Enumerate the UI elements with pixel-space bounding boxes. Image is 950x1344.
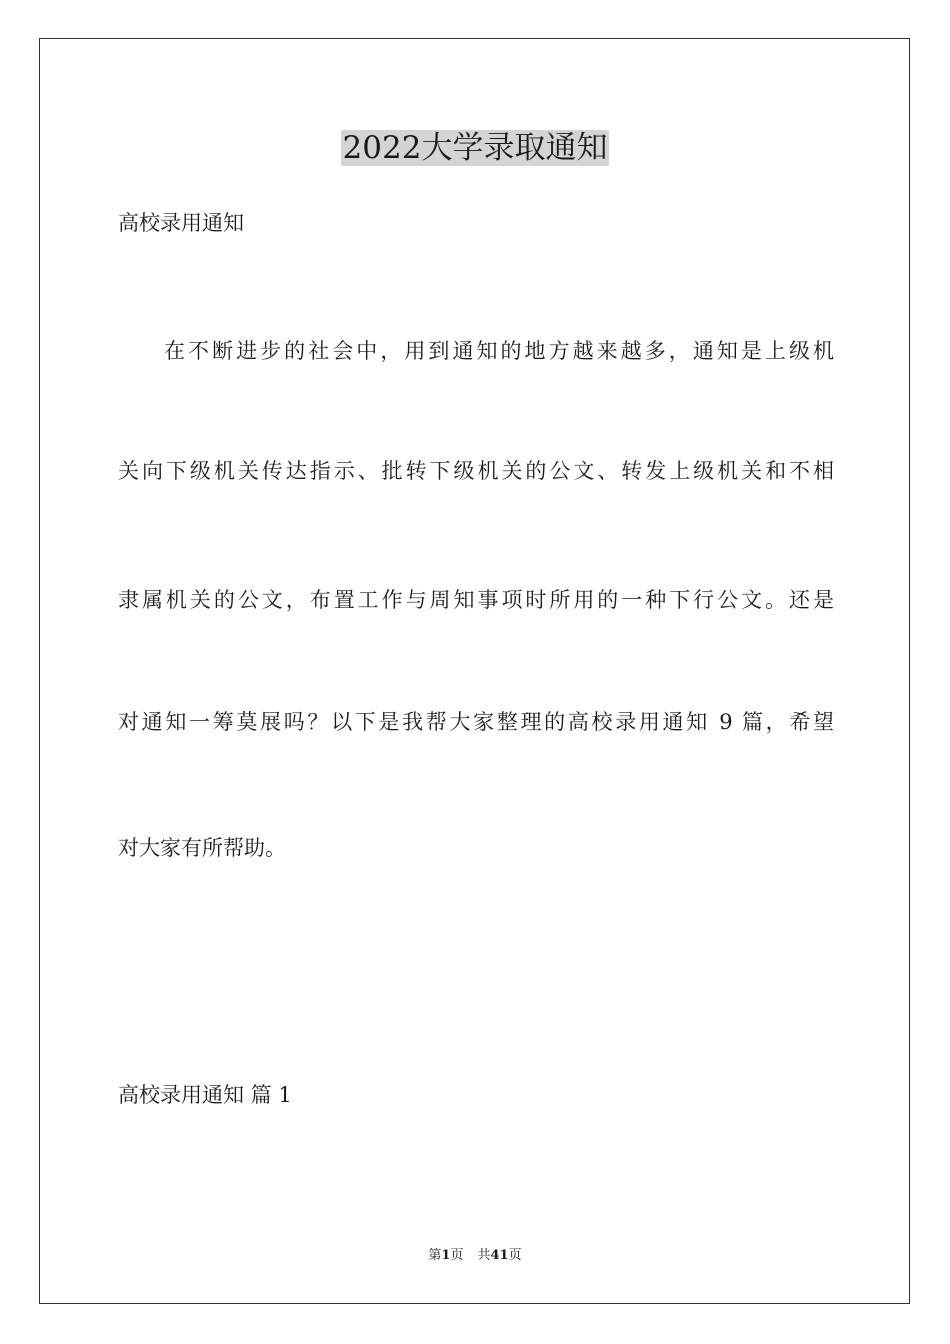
footer-total-prefix: 共: [477, 1248, 491, 1263]
footer-page-prefix: 第: [428, 1248, 442, 1263]
footer-total-suffix: 页: [508, 1248, 522, 1263]
paragraph-line: 对通知一筹莫展吗？以下是我帮大家整理的高校录用通知 9 篇，希望: [118, 710, 834, 734]
subtitle: 高校录用通知: [118, 211, 244, 235]
footer-total-pages: 41: [490, 1248, 509, 1263]
paragraph-line: 在不断进步的社会中，用到通知的地方越来越多，通知是上级机: [164, 339, 834, 363]
page-footer: [0, 1247, 950, 1265]
document-title: [0, 126, 950, 170]
paragraph-line: 关向下级机关传达指示、批转下级机关的公文、转发上级机关和不相: [118, 459, 834, 483]
paragraph-line: 对大家有所帮助。: [118, 836, 286, 860]
document-title-text: 2022大学录取通知: [342, 130, 608, 166]
section-heading: 高校录用通知 篇 1: [118, 1083, 292, 1107]
footer-current-page: 1: [441, 1248, 451, 1263]
paragraph-line: 隶属机关的公文，布置工作与周知事项时所用的一种下行公文。还是: [118, 588, 834, 612]
footer-page-suffix: 页: [450, 1248, 464, 1263]
